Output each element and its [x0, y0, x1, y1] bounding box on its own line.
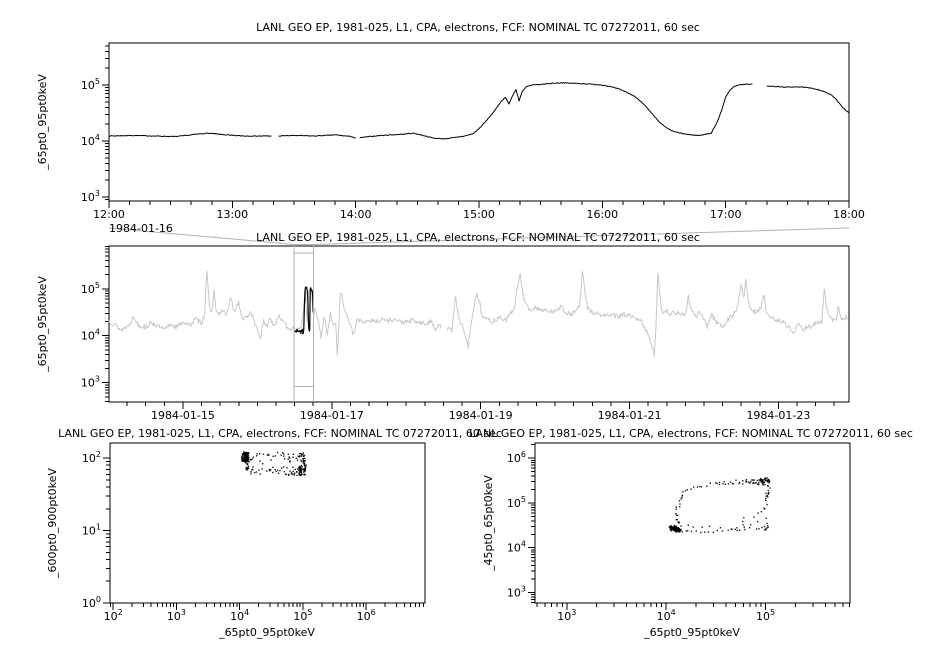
log-tick-label: $10^4$ — [80, 133, 100, 149]
log-tick-label: $10^3$ — [166, 608, 186, 623]
plot-area-scatter-right[interactable] — [535, 443, 850, 603]
log-tick-label: $10^4$ — [656, 608, 676, 623]
time-tick-label: 15:00 — [463, 208, 495, 221]
log-tick-label: $10^5$ — [506, 494, 526, 510]
log-tick-label: $10^3$ — [80, 189, 100, 205]
log-tick-label: $10^3$ — [557, 608, 577, 623]
log-tick-label: $10^1$ — [81, 522, 101, 538]
date-tick-label: 1984-01-23 — [746, 409, 811, 422]
date-tick-label: 1984-01-17 — [299, 409, 364, 422]
log-tick-label: $10^5$ — [80, 77, 100, 93]
log-tick-label: $10^4$ — [230, 608, 250, 623]
log-tick-label: $10^5$ — [80, 280, 100, 296]
plot-area-scatter-left[interactable] — [110, 443, 425, 603]
log-tick-label: $10^4$ — [506, 539, 526, 555]
log-tick-label: $10^2$ — [81, 450, 101, 466]
time-tick-label: 14:00 — [339, 208, 372, 221]
top-panel-title: LANL GEO EP, 1981-025, L1, CPA, electrons, FCF: NOMINAL TC 07272011, 60 sec — [256, 21, 700, 34]
overview-panel-ylabel: _65pt0_95pt0keV — [36, 276, 49, 372]
log-tick-label: $10^3$ — [506, 584, 526, 600]
time-tick-label: 16:00 — [586, 208, 619, 221]
date-tick-label: 1984-01-15 — [150, 409, 215, 422]
log-tick-label: $10^0$ — [81, 595, 101, 610]
log-tick-label: $10^6$ — [356, 608, 376, 623]
scatter-left-xlabel: _65pt0_95pt0keV — [219, 626, 315, 639]
log-tick-label: $10^6$ — [506, 450, 526, 466]
log-tick-label: $10^4$ — [80, 327, 100, 343]
time-tick-label: 17:00 — [709, 208, 742, 221]
date-tick-label: 1984-01-21 — [597, 409, 662, 422]
time-tick-label: 12:00 — [93, 208, 125, 221]
top-panel-date-label: 1984-01-16 — [109, 222, 173, 235]
scatter-right-ylabel: _45pt0_65pt0keV — [482, 475, 495, 571]
date-tick-label: 1984-01-19 — [448, 409, 513, 422]
scatter-left-title: LANL GEO EP, 1981-025, L1, CPA, electrons, FCF: NOMINAL TC 07272011, 60 sec — [58, 427, 502, 440]
plot-area-overview[interactable] — [109, 246, 849, 402]
time-tick-label: 13:00 — [216, 208, 249, 221]
overview-panel-title: LANL GEO EP, 1981-025, L1, CPA, electrons, FCF: NOMINAL TC 07272011, 60 sec — [256, 231, 700, 244]
top-panel-ylabel: _65pt0_95pt0keV — [36, 74, 49, 170]
scatter-right-title: LANL GEO EP, 1981-025, L1, CPA, electrons, FCF: NOMINAL TC 07272011, 60 sec — [469, 427, 913, 440]
log-tick-label: $10^5$ — [755, 608, 776, 623]
scatter-right-xlabel: _65pt0_95pt0keV — [644, 626, 740, 639]
plot-area-top-detail[interactable] — [109, 43, 849, 201]
scatter-left-ylabel: _600pt0_900pt0keV — [46, 468, 59, 578]
log-tick-label: $10^2$ — [103, 608, 123, 623]
time-tick-label: 18:00 — [833, 208, 865, 221]
log-tick-label: $10^3$ — [80, 374, 100, 390]
log-tick-label: $10^5$ — [293, 608, 313, 623]
